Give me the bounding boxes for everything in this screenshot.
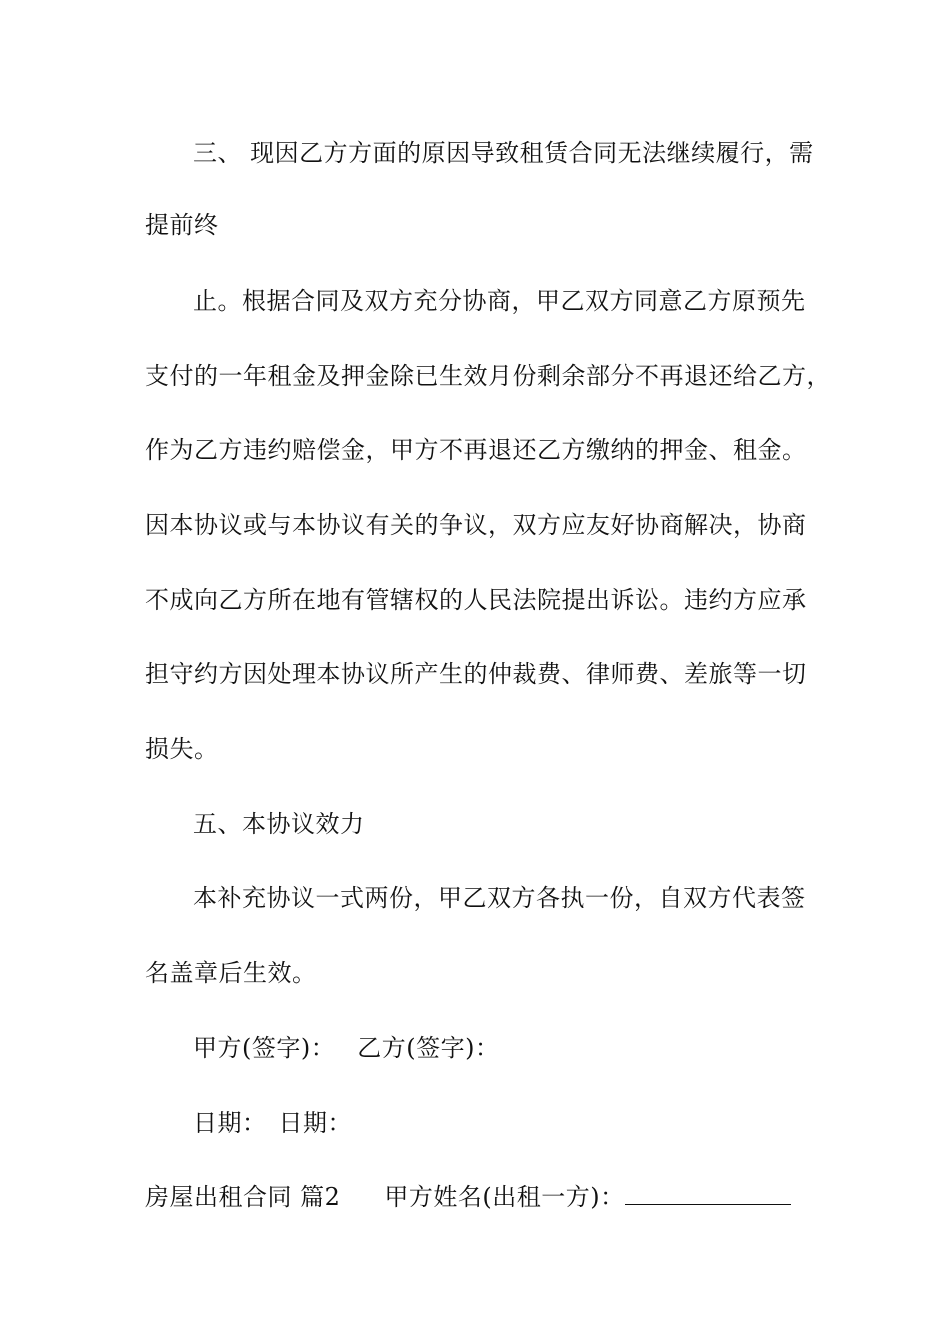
- lessor-name-blank[interactable]: [625, 1184, 791, 1205]
- paragraph-line-6: 因本协议或与本协议有关的争议，双方应友好协商解决，协商: [145, 511, 807, 539]
- paragraph-line-9: 损失。: [145, 735, 219, 763]
- paragraph-line-2: 提前终: [145, 211, 219, 239]
- paragraph-line-4: 支付的一年租金及押金除已生效月份剩余部分不再退还给乙方，: [145, 362, 831, 390]
- lessor-name-label: 甲方姓名(出租一方)：: [384, 1183, 625, 1211]
- paragraph-line-12: 名盖章后生效。: [145, 959, 317, 987]
- contract-title: 房屋出租合同 篇2: [145, 1183, 341, 1211]
- paragraph-line-7: 不成向乙方所在地有管辖权的人民法院提出诉讼。违约方应承: [145, 586, 807, 614]
- party-a-signature-label: 甲方(签字)：: [193, 1034, 336, 1062]
- paragraph-line-5: 作为乙方违约赔偿金，甲方不再退还乙方缴纳的押金、租金。: [145, 436, 807, 464]
- paragraph-line-8: 担守约方因处理本协议所产生的仲裁费、律师费、差旅等一切: [145, 660, 807, 688]
- paragraph-line-11: 本补充协议一式两份，甲乙双方各执一份，自双方代表签: [193, 884, 806, 912]
- date-label-b: 日期：: [278, 1109, 352, 1137]
- paragraph-line-1: 三、 现因乙方方面的原因导致租赁合同无法继续履行，需: [193, 139, 814, 167]
- signature-line: [193, 1033, 499, 1063]
- section-heading: 五、本协议效力: [193, 810, 365, 838]
- paragraph-line-3: 止。根据合同及双方充分协商，甲乙双方同意乙方原预先: [193, 287, 806, 315]
- date-label-a: 日期：: [193, 1109, 267, 1137]
- party-b-signature-label: 乙方(签字)：: [357, 1034, 500, 1062]
- footer-line: [145, 1182, 791, 1212]
- date-line: [193, 1108, 352, 1138]
